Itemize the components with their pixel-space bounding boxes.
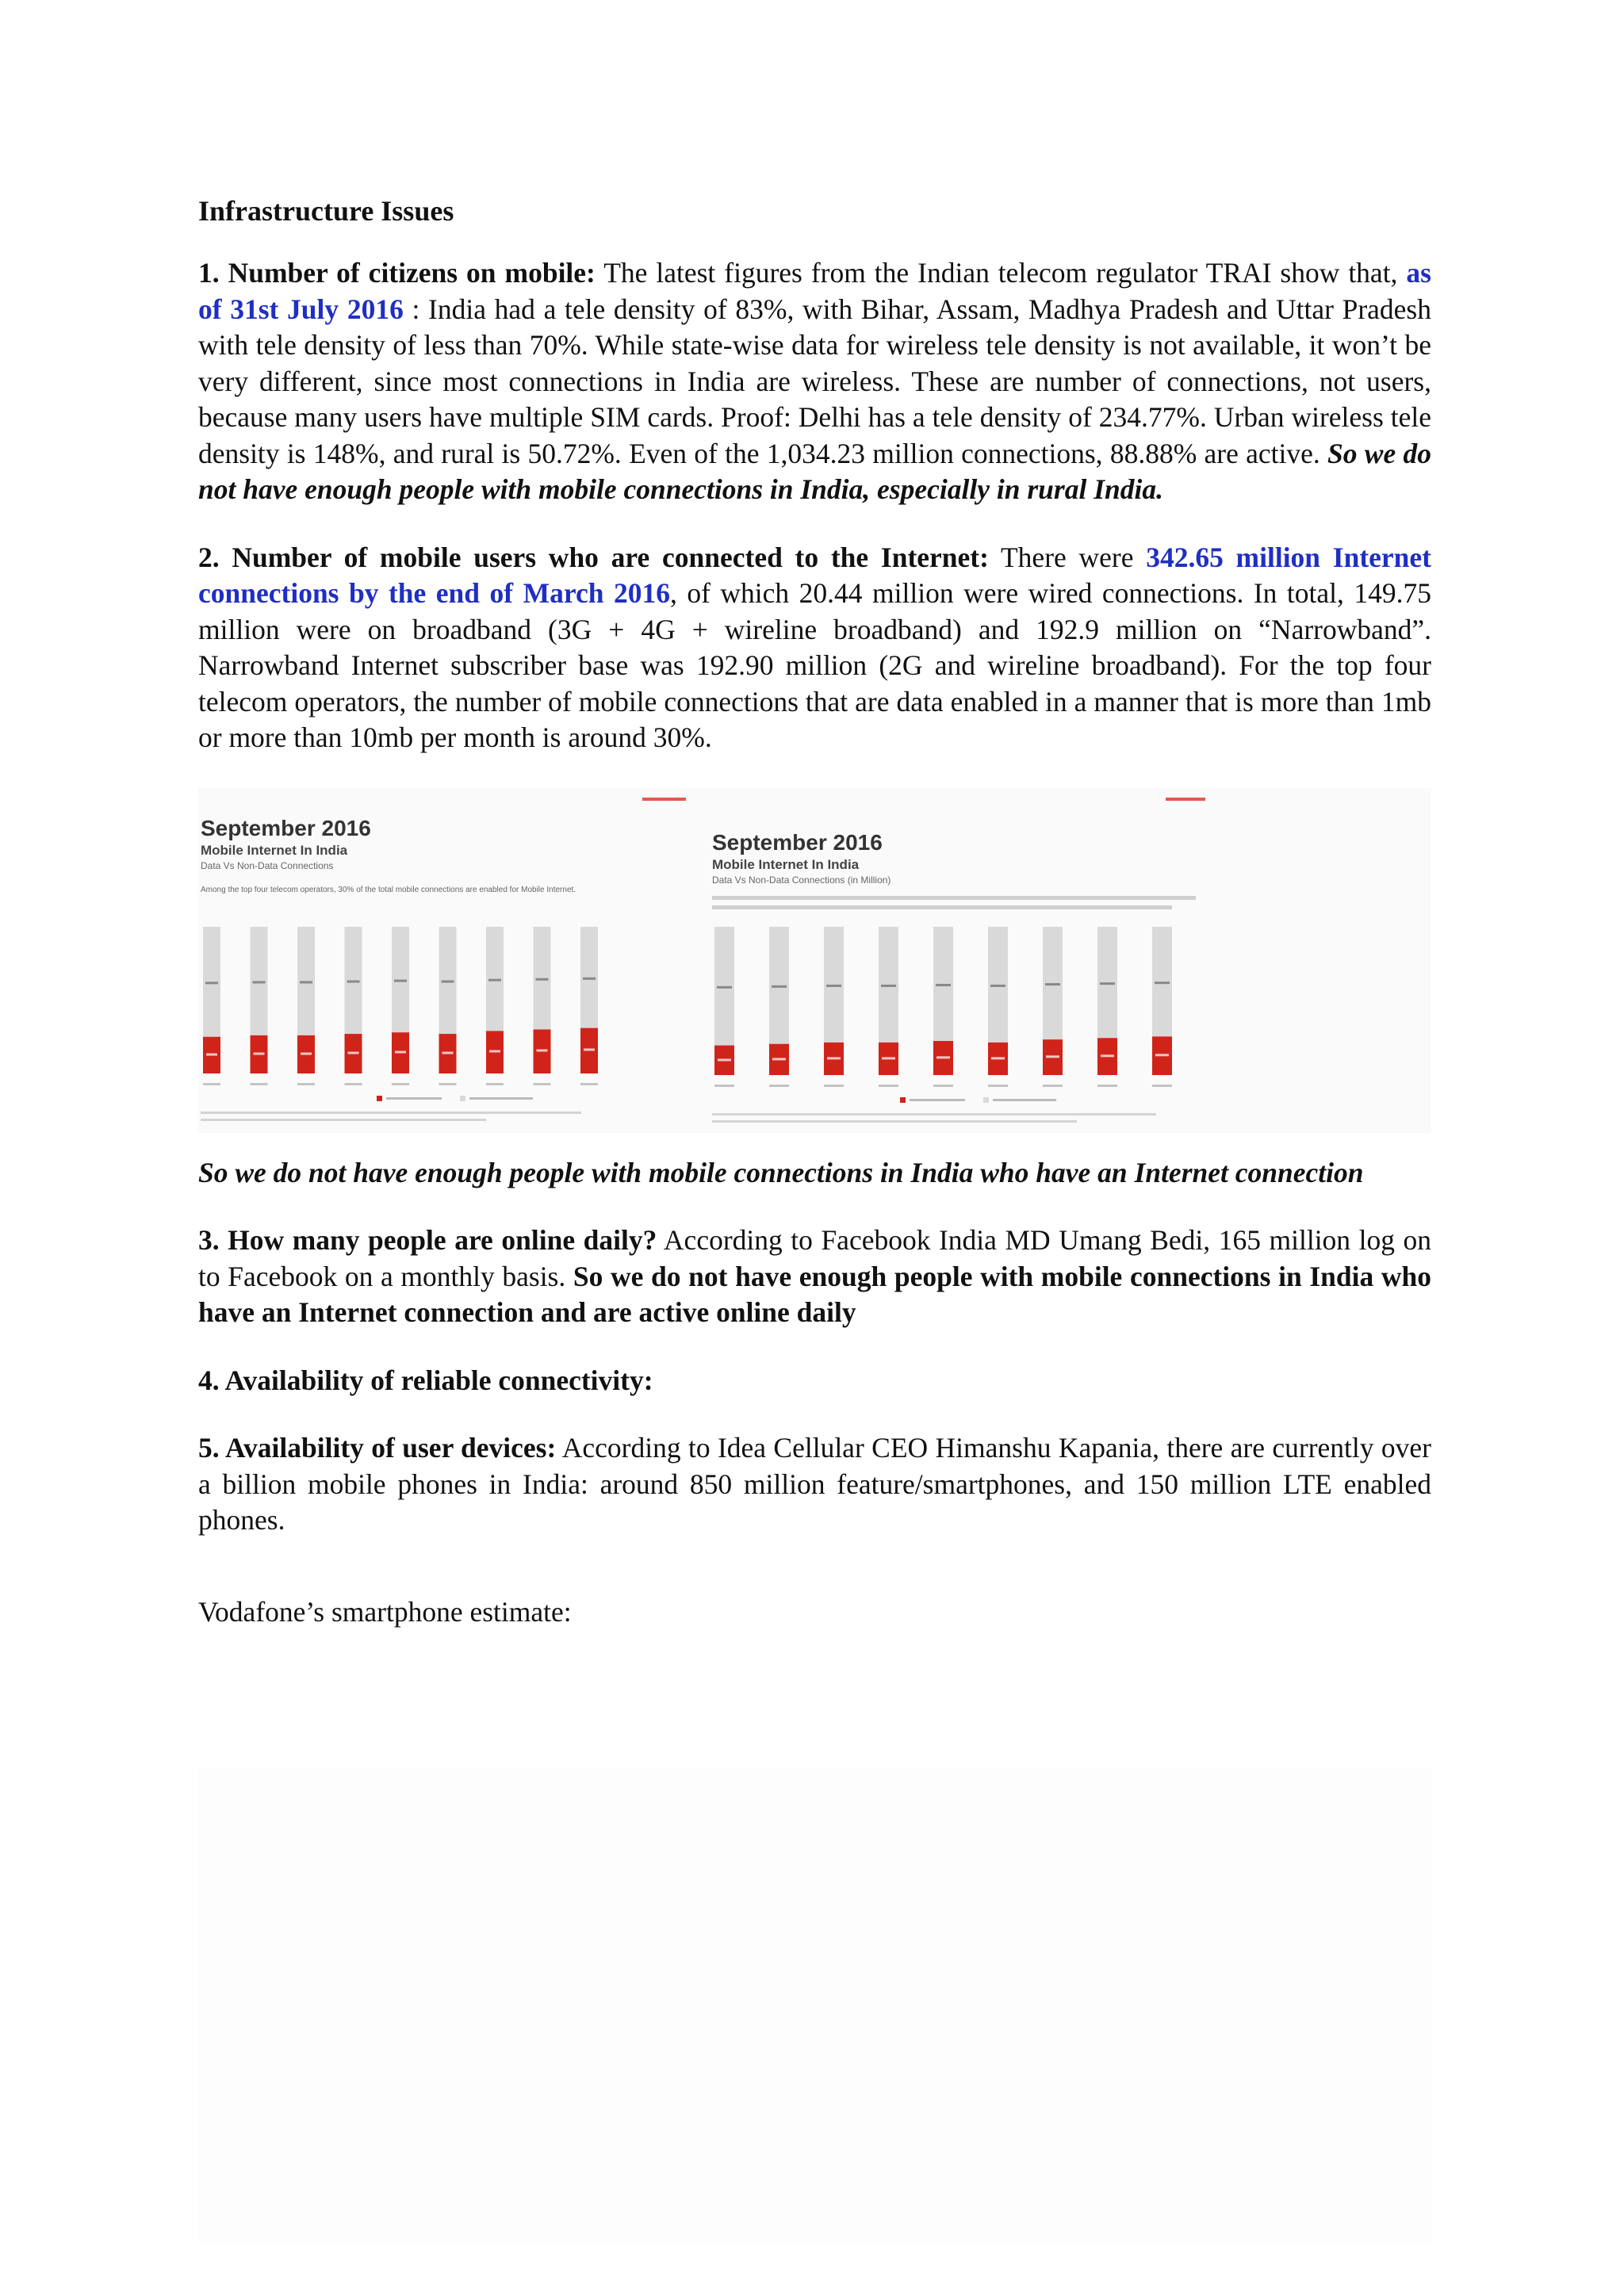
chart-0-non-data-label-mark-3 xyxy=(347,980,360,982)
chart-1-legend-swatch-non-data xyxy=(983,1097,989,1103)
chart-0-non-data-label-mark-4 xyxy=(394,979,407,982)
paragraph-2 xyxy=(198,540,1431,756)
paragraph-3-conclusion: So we do not have enough people with mobile connections in India who have an Internet connection and are active online daily xyxy=(198,1260,1431,1328)
chart-0-non-data-bar-4 xyxy=(392,927,409,1032)
chart-0-data-label-mark-3 xyxy=(348,1051,359,1054)
internet-connections-link[interactable]: 342.65 million Internet connections by the end of March 2016 xyxy=(198,541,1431,609)
chart-1-non-data-label-mark-2 xyxy=(826,984,841,986)
chart-0-non-data-label-mark-2 xyxy=(300,981,312,983)
paragraph-1-text-a: The latest figures from the Indian telecom regulator TRAI show that, xyxy=(595,257,1407,289)
chart-right-subtitle2: Data Vs Non-Data Connections (in Million) xyxy=(712,874,891,886)
chart-1-data-label-mark-3 xyxy=(882,1057,895,1059)
chart-0-footnote-line-1 xyxy=(201,1119,486,1121)
chart-right-note-line-1 xyxy=(712,896,1196,900)
chart-left-logo xyxy=(642,798,686,801)
chart-0-legend-swatch-data xyxy=(377,1096,382,1101)
chart-1-x-tick-mark-4 xyxy=(933,1085,953,1087)
chart-1-legend-label-data xyxy=(910,1099,965,1101)
paragraph-2-lead: 2. Number of mobile users who are connected to the Internet: xyxy=(198,541,989,573)
chart-left-subtitle2: Data Vs Non-Data Connections xyxy=(201,859,334,871)
chart-1-non-data-label-mark-7 xyxy=(1100,982,1115,985)
chart-1-x-tick-mark-5 xyxy=(988,1085,1008,1087)
chart-right-note-line-2 xyxy=(712,905,1172,909)
chart-0-x-tick-mark-2 xyxy=(297,1083,315,1085)
chart-0-non-data-label-mark-0 xyxy=(205,982,218,984)
chart-1-non-data-label-mark-3 xyxy=(881,984,896,986)
chart-1-data-label-mark-5 xyxy=(991,1057,1005,1059)
chart-0-x-tick-mark-1 xyxy=(251,1083,268,1085)
chart-right-subtitle: Mobile Internet In India xyxy=(712,856,860,872)
chart-1-non-data-bar-1 xyxy=(769,927,789,1044)
section-title: Infrastructure Issues xyxy=(198,195,454,227)
trai-date-link[interactable]: as of 31st July 2016 xyxy=(198,257,1431,325)
paragraph-1-lead: 1. Number of citizens on mobile: xyxy=(198,257,596,289)
chart-1-footnote-line-0 xyxy=(712,1113,1156,1115)
chart-0-non-data-label-mark-7 xyxy=(536,978,549,980)
paragraph-3-lead: 3. How many people are online daily? xyxy=(198,1224,657,1256)
chart-1-data-label-mark-1 xyxy=(772,1058,786,1060)
chart-1-non-data-label-mark-4 xyxy=(936,983,951,985)
chart-1-non-data-bar-3 xyxy=(879,927,898,1043)
chart-0-data-label-mark-2 xyxy=(301,1052,312,1054)
chart-1-x-tick-mark-2 xyxy=(824,1085,844,1087)
paragraph-5-lead: 5. Availability of user devices: xyxy=(198,1432,557,1464)
chart-1-x-tick-mark-1 xyxy=(769,1085,789,1087)
chart-0-x-tick-mark-5 xyxy=(439,1083,457,1085)
chart-1-data-label-mark-0 xyxy=(718,1058,731,1061)
chart-0-non-data-label-mark-5 xyxy=(442,980,454,982)
chart-1-x-tick-mark-6 xyxy=(1043,1085,1063,1087)
chart-1-non-data-bar-8 xyxy=(1152,927,1172,1036)
chart-1-x-tick-mark-0 xyxy=(714,1085,734,1087)
chart-1-footnote-line-1 xyxy=(712,1120,1077,1123)
chart-1-x-tick-mark-3 xyxy=(879,1085,898,1087)
paragraph-5-text: According to Idea Cellular CEO Himanshu Kapania, there are currently over a billion mobile phones in India: around 850 million feature/smartphones, and 150 million LTE enabled phones. xyxy=(198,1432,1431,1536)
paragraph-3-text: According to Facebook India MD Umang Bedi, 165 million log on to Facebook on a monthly basis. xyxy=(198,1224,1431,1292)
chart-1-legend-swatch-data xyxy=(900,1097,906,1103)
chart-1-legend-label-non-data xyxy=(993,1099,1056,1101)
paragraph-4-lead: 4. Availability of reliable connectivity: xyxy=(198,1364,653,1396)
paragraph-1-text-b: : India had a tele density of 83%, with Bihar, Assam, Madhya Pradesh and Uttar Pradesh with tele density of less than 70%. While state-wise data for wireless tele density is not available, it won’t be very different, since most connections in India are wireless. These are number of connections, not users, because many users have multiple SIM cards. Proof: Delhi has a tele density of 234.77%. Urban wireless tele density is 148%, and rural is 50.72%. Even of the 1,034.23 million connections, 88.88% are active. xyxy=(198,293,1431,469)
chart-right-title: September 2016 xyxy=(712,829,883,855)
chart-0-non-data-bar-8 xyxy=(580,927,598,1028)
chart-1-data-label-mark-2 xyxy=(827,1057,841,1059)
paragraph-6: Vodafone’s smartphone estimate: xyxy=(198,1595,572,1628)
chart-0-footnote-line-0 xyxy=(201,1112,581,1114)
chart-1-data-label-mark-7 xyxy=(1101,1054,1114,1057)
chart-0-data-label-mark-4 xyxy=(395,1050,406,1053)
chart-0-data-label-mark-5 xyxy=(442,1051,454,1054)
chart-0-non-data-label-mark-8 xyxy=(583,977,596,979)
document-content xyxy=(198,190,1431,1662)
chart-0-data-label-mark-7 xyxy=(537,1049,548,1051)
chart-1-non-data-label-mark-1 xyxy=(772,985,787,987)
chart-0-data-label-mark-0 xyxy=(206,1053,217,1055)
chart-0-legend-label-data xyxy=(386,1097,442,1100)
paragraph-2-text-b: , of which 20.44 million were wired connections. In total, 149.75 million were on broadband (3G + 4G + wireline broadband) and 192.9 million on “Narrowband”. Narrowband Internet subscriber base was 192.90 million (2G and wireline broadband). For the top four telecom operators, the number of mobile connections that are data enabled in a manner that is more than 1mb or more than 10mb per month is around 30%. xyxy=(198,577,1431,753)
chart-0-x-tick-mark-6 xyxy=(486,1083,504,1085)
chart-1-non-data-bar-5 xyxy=(988,927,1008,1043)
chart-left-note: Among the top four telecom operators, 30% of the total mobile connections are enabled for Mobile Internet. xyxy=(201,885,576,894)
chart-1-x-tick-mark-8 xyxy=(1152,1085,1172,1087)
chart-1-data-label-mark-4 xyxy=(936,1056,950,1058)
chart-0-data-label-mark-8 xyxy=(584,1048,595,1050)
blank-image-area xyxy=(198,1768,1431,2244)
mobile-internet-charts-figure xyxy=(198,788,1431,1133)
chart-1-non-data-label-mark-6 xyxy=(1045,983,1060,985)
chart-1-non-data-label-mark-8 xyxy=(1155,982,1170,984)
paragraph-1 xyxy=(198,255,1431,508)
chart-0-non-data-label-mark-1 xyxy=(253,981,266,983)
chart-1-data-label-mark-8 xyxy=(1155,1054,1169,1056)
paragraph-3 xyxy=(198,1223,1431,1331)
chart-0-x-tick-mark-4 xyxy=(392,1083,409,1085)
chart-0-x-tick-mark-7 xyxy=(534,1083,551,1085)
paragraph-2-text-a: There were xyxy=(988,541,1147,573)
chart-left-subtitle: Mobile Internet In India xyxy=(201,842,348,858)
chart-0-non-data-bar-2 xyxy=(297,927,315,1035)
chart-1-data-label-mark-6 xyxy=(1046,1055,1059,1058)
paragraph-1-conclusion: So we do not have enough people with mobile connections in India, especially in rural India. xyxy=(198,437,1431,505)
chart-0-x-tick-mark-8 xyxy=(580,1083,598,1085)
paragraph-5 xyxy=(198,1430,1431,1539)
chart-0-x-tick-mark-3 xyxy=(345,1083,362,1085)
chart-0-data-label-mark-1 xyxy=(254,1052,265,1054)
chart-0-non-data-label-mark-6 xyxy=(488,978,501,981)
chart-0-data-label-mark-6 xyxy=(489,1050,500,1052)
chart-0-legend-swatch-non-data xyxy=(460,1096,465,1101)
charts-svg xyxy=(198,788,1431,1133)
paragraph-4 xyxy=(198,1363,1431,1399)
chart-0-legend-label-non-data xyxy=(469,1097,533,1100)
chart-1-non-data-label-mark-5 xyxy=(990,984,1005,986)
chart-right-logo xyxy=(1166,798,1205,801)
chart-0-x-tick-mark-0 xyxy=(203,1083,220,1085)
chart-1-non-data-label-mark-0 xyxy=(717,985,732,988)
chart-0-non-data-bar-1 xyxy=(251,927,268,1035)
chart-1-non-data-bar-2 xyxy=(824,927,844,1043)
after-chart-conclusion: So we do not have enough people with mobile connections in India who have an Internet connection xyxy=(198,1156,1364,1188)
chart-left-title: September 2016 xyxy=(201,815,371,840)
chart-1-x-tick-mark-7 xyxy=(1097,1085,1117,1087)
